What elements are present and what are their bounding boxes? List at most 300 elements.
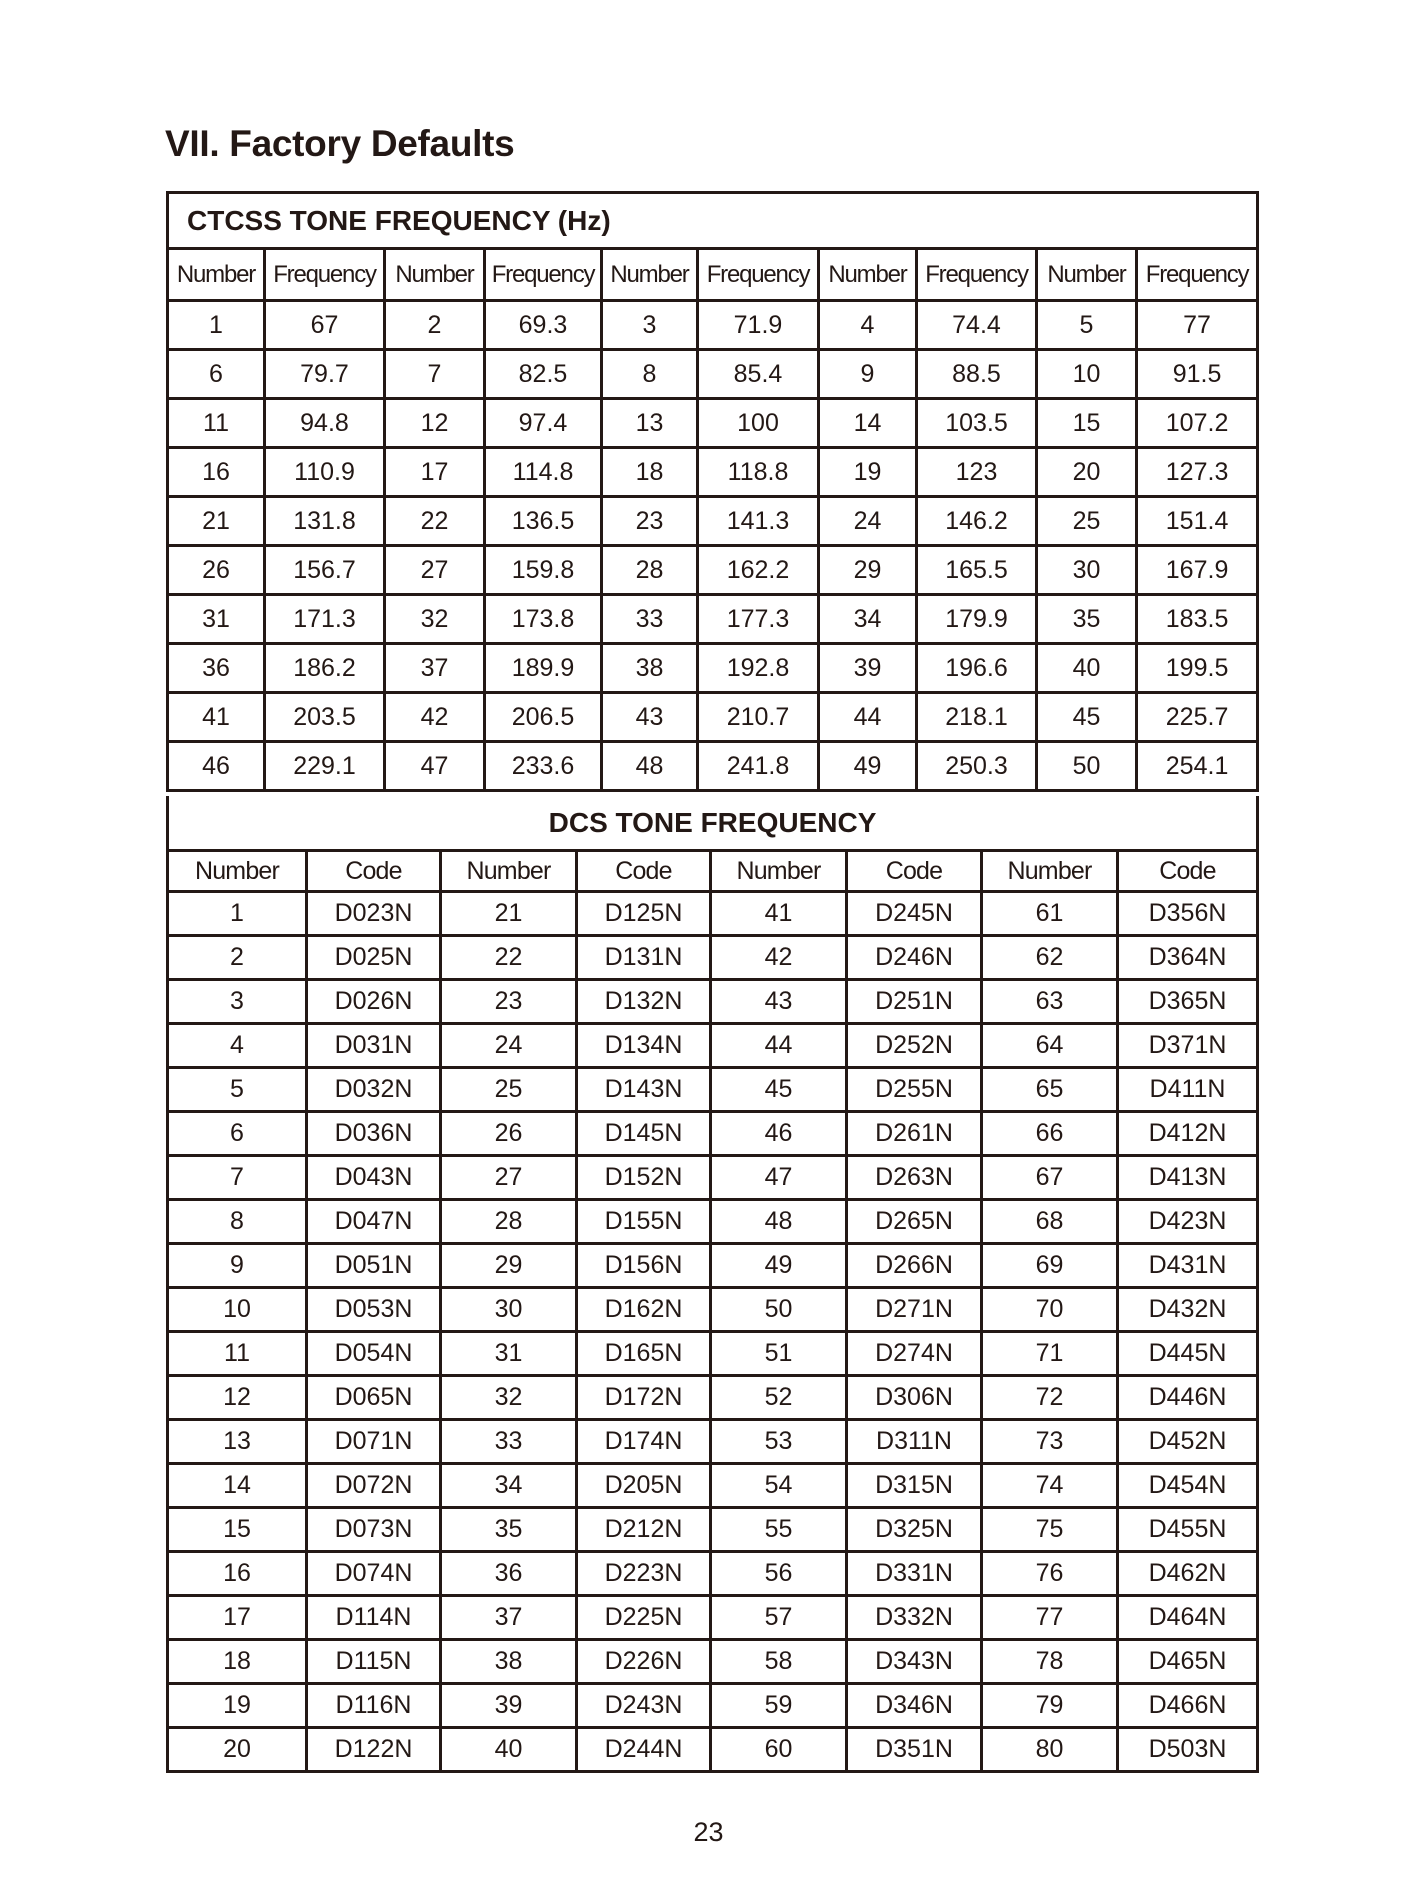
table-row <box>168 693 1258 742</box>
table-cell: D306N <box>847 1376 982 1420</box>
table-cell: 78 <box>982 1640 1118 1684</box>
table-cell: 241.8 <box>698 742 819 791</box>
table-cell: 49 <box>819 742 917 791</box>
dcs-tone-table <box>166 796 1259 1773</box>
table-cell: 15 <box>1037 399 1137 448</box>
table-cell: D454N <box>1118 1464 1258 1508</box>
table-cell: 64 <box>982 1024 1118 1068</box>
table-cell: 3 <box>168 980 307 1024</box>
table-cell: 36 <box>441 1552 577 1596</box>
table-cell: D266N <box>847 1244 982 1288</box>
table-cell: D205N <box>577 1464 711 1508</box>
table-cell: 23 <box>602 497 698 546</box>
table-cell: 189.9 <box>485 644 602 693</box>
table-cell: D071N <box>307 1420 441 1464</box>
table-cell: D331N <box>847 1552 982 1596</box>
table-cell: D445N <box>1118 1332 1258 1376</box>
table-cell: 118.8 <box>698 448 819 497</box>
table-cell: 127.3 <box>1137 448 1258 497</box>
table-cell: D464N <box>1118 1596 1258 1640</box>
table-row <box>168 1684 1258 1728</box>
table-cell: D156N <box>577 1244 711 1288</box>
table-cell: 77 <box>982 1596 1118 1640</box>
table-cell: D131N <box>577 936 711 980</box>
table-cell: 5 <box>168 1068 307 1112</box>
table-row <box>168 399 1258 448</box>
table-cell: 146.2 <box>917 497 1037 546</box>
table-cell: D432N <box>1118 1288 1258 1332</box>
table-cell: 45 <box>1037 693 1137 742</box>
table-cell: D031N <box>307 1024 441 1068</box>
table-cell: 254.1 <box>1137 742 1258 791</box>
table-cell: D072N <box>307 1464 441 1508</box>
table-cell: D271N <box>847 1288 982 1332</box>
table-cell: 2 <box>385 301 485 350</box>
table-cell: D225N <box>577 1596 711 1640</box>
table-cell: D243N <box>577 1684 711 1728</box>
column-header: Number <box>982 851 1118 892</box>
column-header: Code <box>307 851 441 892</box>
table-cell: D246N <box>847 936 982 980</box>
table-cell: 16 <box>168 448 265 497</box>
table-cell: 11 <box>168 399 265 448</box>
table-cell: 61 <box>982 892 1118 936</box>
table-cell: D132N <box>577 980 711 1024</box>
table-cell: 100 <box>698 399 819 448</box>
table-cell: D244N <box>577 1728 711 1772</box>
table-cell: 44 <box>711 1024 847 1068</box>
table-cell: 7 <box>168 1156 307 1200</box>
table-row <box>168 1728 1258 1772</box>
table-row <box>168 1376 1258 1420</box>
table-cell: 43 <box>602 693 698 742</box>
table-cell: 41 <box>168 693 265 742</box>
table-cell: D365N <box>1118 980 1258 1024</box>
table-cell: 136.5 <box>485 497 602 546</box>
table-cell: 20 <box>1037 448 1137 497</box>
table-cell: 114.8 <box>485 448 602 497</box>
table-cell: 55 <box>711 1508 847 1552</box>
table-row <box>168 892 1258 936</box>
table-cell: 39 <box>441 1684 577 1728</box>
table-cell: 12 <box>385 399 485 448</box>
table-cell: 66 <box>982 1112 1118 1156</box>
table-cell: 4 <box>819 301 917 350</box>
table-cell: 13 <box>168 1420 307 1464</box>
table-cell: 46 <box>168 742 265 791</box>
table-cell: 91.5 <box>1137 350 1258 399</box>
table-cell: 233.6 <box>485 742 602 791</box>
table-cell: 29 <box>441 1244 577 1288</box>
table-cell: 94.8 <box>265 399 385 448</box>
table-cell: D356N <box>1118 892 1258 936</box>
table-row <box>168 1200 1258 1244</box>
table-cell: D351N <box>847 1728 982 1772</box>
table-cell: D325N <box>847 1508 982 1552</box>
column-header: Number <box>168 249 265 301</box>
column-header: Code <box>847 851 982 892</box>
column-header: Frequency <box>265 249 385 301</box>
table-cell: 218.1 <box>917 693 1037 742</box>
table-cell: 35 <box>441 1508 577 1552</box>
table-cell: D054N <box>307 1332 441 1376</box>
table-cell: 5 <box>1037 301 1137 350</box>
table-cell: 67 <box>265 301 385 350</box>
table-row <box>168 1332 1258 1376</box>
table-cell: D134N <box>577 1024 711 1068</box>
table-cell: 49 <box>711 1244 847 1288</box>
table-cell: 62 <box>982 936 1118 980</box>
table-cell: 206.5 <box>485 693 602 742</box>
table-cell: D412N <box>1118 1112 1258 1156</box>
table-cell: 44 <box>819 693 917 742</box>
table-cell: 46 <box>711 1112 847 1156</box>
table-cell: 28 <box>602 546 698 595</box>
table-cell: D162N <box>577 1288 711 1332</box>
table-cell: 72 <box>982 1376 1118 1420</box>
table-cell: 165.5 <box>917 546 1037 595</box>
table-cell: 179.9 <box>917 595 1037 644</box>
table-cell: 71.9 <box>698 301 819 350</box>
table-cell: 63 <box>982 980 1118 1024</box>
table-cell: 110.9 <box>265 448 385 497</box>
table-cell: 156.7 <box>265 546 385 595</box>
table-cell: D455N <box>1118 1508 1258 1552</box>
table-cell: 4 <box>168 1024 307 1068</box>
table-cell: 210.7 <box>698 693 819 742</box>
table-cell: 196.6 <box>917 644 1037 693</box>
table-cell: D023N <box>307 892 441 936</box>
table-cell: 79 <box>982 1684 1118 1728</box>
table-cell: 203.5 <box>265 693 385 742</box>
table-cell: 35 <box>1037 595 1137 644</box>
table-cell: 48 <box>711 1200 847 1244</box>
page-number: 23 <box>693 1817 724 1847</box>
table-cell: 31 <box>168 595 265 644</box>
table-row <box>168 350 1258 399</box>
table-cell: 18 <box>168 1640 307 1684</box>
table-cell: 68 <box>982 1200 1118 1244</box>
table-cell: 38 <box>602 644 698 693</box>
table-cell: D145N <box>577 1112 711 1156</box>
table-cell: 69 <box>982 1244 1118 1288</box>
table-cell: 14 <box>168 1464 307 1508</box>
table-row <box>168 1552 1258 1596</box>
table-row <box>168 644 1258 693</box>
table-cell: D073N <box>307 1508 441 1552</box>
table-cell: 24 <box>819 497 917 546</box>
dcs-table-body <box>168 796 1258 1772</box>
table-cell: D245N <box>847 892 982 936</box>
table-cell: 192.8 <box>698 644 819 693</box>
table-cell: 38 <box>441 1640 577 1684</box>
table-cell: 73 <box>982 1420 1118 1464</box>
table-row <box>168 980 1258 1024</box>
table-cell: D263N <box>847 1156 982 1200</box>
table-cell: 40 <box>441 1728 577 1772</box>
table-cell: 22 <box>441 936 577 980</box>
table-cell: 59 <box>711 1684 847 1728</box>
table-cell: D122N <box>307 1728 441 1772</box>
table-cell: 183.5 <box>1137 595 1258 644</box>
table-cell: 80 <box>982 1728 1118 1772</box>
table-cell: 31 <box>441 1332 577 1376</box>
table-cell: 48 <box>602 742 698 791</box>
table-cell: 18 <box>602 448 698 497</box>
ctcss-table-body <box>168 193 1258 791</box>
table-cell: 107.2 <box>1137 399 1258 448</box>
table-cell: 65 <box>982 1068 1118 1112</box>
table-cell: 52 <box>711 1376 847 1420</box>
table-cell: 7 <box>385 350 485 399</box>
table-cell: 103.5 <box>917 399 1037 448</box>
dcs-table-title: DCS TONE FREQUENCY <box>168 796 1258 851</box>
table-cell: 21 <box>168 497 265 546</box>
table-cell: 131.8 <box>265 497 385 546</box>
table-cell: D274N <box>847 1332 982 1376</box>
table-cell: 8 <box>602 350 698 399</box>
table-cell: 47 <box>711 1156 847 1200</box>
table-cell: 26 <box>168 546 265 595</box>
table-row <box>168 1112 1258 1156</box>
table-cell: 10 <box>168 1288 307 1332</box>
table-cell: D226N <box>577 1640 711 1684</box>
table-row <box>168 1288 1258 1332</box>
table-cell: D503N <box>1118 1728 1258 1772</box>
table-cell: 43 <box>711 980 847 1024</box>
table-cell: D025N <box>307 936 441 980</box>
column-header: Number <box>711 851 847 892</box>
table-cell: 28 <box>441 1200 577 1244</box>
table-cell: 9 <box>168 1244 307 1288</box>
column-header: Code <box>1118 851 1258 892</box>
table-row <box>168 1640 1258 1684</box>
table-cell: D065N <box>307 1376 441 1420</box>
table-cell: 141.3 <box>698 497 819 546</box>
table-cell: 1 <box>168 892 307 936</box>
table-cell: D452N <box>1118 1420 1258 1464</box>
table-row <box>168 1156 1258 1200</box>
table-cell: 32 <box>385 595 485 644</box>
table-cell: 34 <box>441 1464 577 1508</box>
table-cell: D152N <box>577 1156 711 1200</box>
table-cell: 39 <box>819 644 917 693</box>
table-row <box>168 546 1258 595</box>
table-cell: D174N <box>577 1420 711 1464</box>
table-cell: 123 <box>917 448 1037 497</box>
table-cell: 40 <box>1037 644 1137 693</box>
table-cell: 50 <box>711 1288 847 1332</box>
table-cell: D051N <box>307 1244 441 1288</box>
table-cell: 51 <box>711 1332 847 1376</box>
table-cell: 24 <box>441 1024 577 1068</box>
table-cell: 15 <box>168 1508 307 1552</box>
table-cell: D251N <box>847 980 982 1024</box>
table-cell: 42 <box>385 693 485 742</box>
page-title: VII. Factory Defaults <box>165 123 515 164</box>
table-cell: 2 <box>168 936 307 980</box>
table-cell: D315N <box>847 1464 982 1508</box>
table-cell: 167.9 <box>1137 546 1258 595</box>
dcs-header-row <box>168 851 1258 892</box>
table-cell: D223N <box>577 1552 711 1596</box>
table-cell: D026N <box>307 980 441 1024</box>
table-cell: D311N <box>847 1420 982 1464</box>
table-cell: 36 <box>168 644 265 693</box>
column-header: Frequency <box>1137 249 1258 301</box>
table-cell: 177.3 <box>698 595 819 644</box>
column-header: Number <box>168 851 307 892</box>
table-cell: 67 <box>982 1156 1118 1200</box>
column-header: Number <box>385 249 485 301</box>
table-cell: 16 <box>168 1552 307 1596</box>
table-cell: 97.4 <box>485 399 602 448</box>
table-cell: D043N <box>307 1156 441 1200</box>
table-cell: D172N <box>577 1376 711 1420</box>
table-cell: 225.7 <box>1137 693 1258 742</box>
table-cell: 30 <box>441 1288 577 1332</box>
table-cell: 77 <box>1137 301 1258 350</box>
table-cell: 85.4 <box>698 350 819 399</box>
table-cell: D261N <box>847 1112 982 1156</box>
table-cell: 34 <box>819 595 917 644</box>
table-row <box>168 448 1258 497</box>
table-cell: 75 <box>982 1508 1118 1552</box>
table-cell: 199.5 <box>1137 644 1258 693</box>
table-row <box>168 1244 1258 1288</box>
table-cell: 74 <box>982 1464 1118 1508</box>
table-row <box>168 742 1258 791</box>
table-cell: 47 <box>385 742 485 791</box>
table-cell: 53 <box>711 1420 847 1464</box>
table-row <box>168 1596 1258 1640</box>
table-cell: D074N <box>307 1552 441 1596</box>
column-header: Number <box>819 249 917 301</box>
column-header: Number <box>602 249 698 301</box>
table-cell: D265N <box>847 1200 982 1244</box>
table-cell: 171.3 <box>265 595 385 644</box>
table-row <box>168 1420 1258 1464</box>
table-cell: D462N <box>1118 1552 1258 1596</box>
table-cell: 88.5 <box>917 350 1037 399</box>
column-header: Frequency <box>917 249 1037 301</box>
table-cell: D446N <box>1118 1376 1258 1420</box>
table-cell: D411N <box>1118 1068 1258 1112</box>
table-cell: 173.8 <box>485 595 602 644</box>
column-header: Frequency <box>485 249 602 301</box>
table-cell: D255N <box>847 1068 982 1112</box>
column-header: Frequency <box>698 249 819 301</box>
table-cell: 41 <box>711 892 847 936</box>
ctcss-header-row <box>168 249 1258 301</box>
table-cell: D165N <box>577 1332 711 1376</box>
table-cell: 27 <box>441 1156 577 1200</box>
table-cell: D125N <box>577 892 711 936</box>
table-cell: 37 <box>385 644 485 693</box>
table-cell: D423N <box>1118 1200 1258 1244</box>
table-cell: 17 <box>385 448 485 497</box>
table-cell: 27 <box>385 546 485 595</box>
table-cell: 82.5 <box>485 350 602 399</box>
table-row <box>168 595 1258 644</box>
table-cell: 30 <box>1037 546 1137 595</box>
table-cell: 9 <box>819 350 917 399</box>
table-cell: 3 <box>602 301 698 350</box>
table-row <box>168 936 1258 980</box>
table-cell: D212N <box>577 1508 711 1552</box>
table-cell: 12 <box>168 1376 307 1420</box>
table-cell: 20 <box>168 1728 307 1772</box>
table-cell: 71 <box>982 1332 1118 1376</box>
table-cell: 13 <box>602 399 698 448</box>
table-cell: 70 <box>982 1288 1118 1332</box>
table-cell: D047N <box>307 1200 441 1244</box>
table-cell: 162.2 <box>698 546 819 595</box>
table-cell: 25 <box>1037 497 1137 546</box>
table-cell: D143N <box>577 1068 711 1112</box>
table-cell: 33 <box>441 1420 577 1464</box>
table-cell: 42 <box>711 936 847 980</box>
table-cell: 10 <box>1037 350 1137 399</box>
table-cell: D155N <box>577 1200 711 1244</box>
table-row <box>168 1068 1258 1112</box>
ctcss-tone-table <box>166 191 1259 792</box>
column-header: Number <box>441 851 577 892</box>
table-cell: D332N <box>847 1596 982 1640</box>
table-cell: 151.4 <box>1137 497 1258 546</box>
table-cell: 22 <box>385 497 485 546</box>
table-cell: 74.4 <box>917 301 1037 350</box>
table-cell: 32 <box>441 1376 577 1420</box>
table-cell: 17 <box>168 1596 307 1640</box>
table-cell: 186.2 <box>265 644 385 693</box>
table-cell: D252N <box>847 1024 982 1068</box>
table-cell: 45 <box>711 1068 847 1112</box>
ctcss-table-title: CTCSS TONE FREQUENCY (Hz) <box>168 193 1258 249</box>
table-cell: 19 <box>819 448 917 497</box>
table-cell: 54 <box>711 1464 847 1508</box>
table-cell: 58 <box>711 1640 847 1684</box>
table-cell: D114N <box>307 1596 441 1640</box>
table-cell: 29 <box>819 546 917 595</box>
table-cell: 57 <box>711 1596 847 1640</box>
table-cell: 19 <box>168 1684 307 1728</box>
column-header: Number <box>1037 249 1137 301</box>
table-cell: 159.8 <box>485 546 602 595</box>
table-cell: 21 <box>441 892 577 936</box>
table-row <box>168 1464 1258 1508</box>
table-cell: 23 <box>441 980 577 1024</box>
column-header: Code <box>577 851 711 892</box>
table-cell: 79.7 <box>265 350 385 399</box>
table-cell: 1 <box>168 301 265 350</box>
table-cell: D036N <box>307 1112 441 1156</box>
table-cell: D053N <box>307 1288 441 1332</box>
table-row <box>168 1024 1258 1068</box>
table-cell: 60 <box>711 1728 847 1772</box>
table-cell: D413N <box>1118 1156 1258 1200</box>
table-row <box>168 1508 1258 1552</box>
table-cell: 76 <box>982 1552 1118 1596</box>
table-row <box>168 301 1258 350</box>
table-cell: 37 <box>441 1596 577 1640</box>
table-cell: D465N <box>1118 1640 1258 1684</box>
table-cell: 229.1 <box>265 742 385 791</box>
table-cell: 6 <box>168 1112 307 1156</box>
table-cell: 69.3 <box>485 301 602 350</box>
table-cell: D346N <box>847 1684 982 1728</box>
table-cell: D032N <box>307 1068 441 1112</box>
